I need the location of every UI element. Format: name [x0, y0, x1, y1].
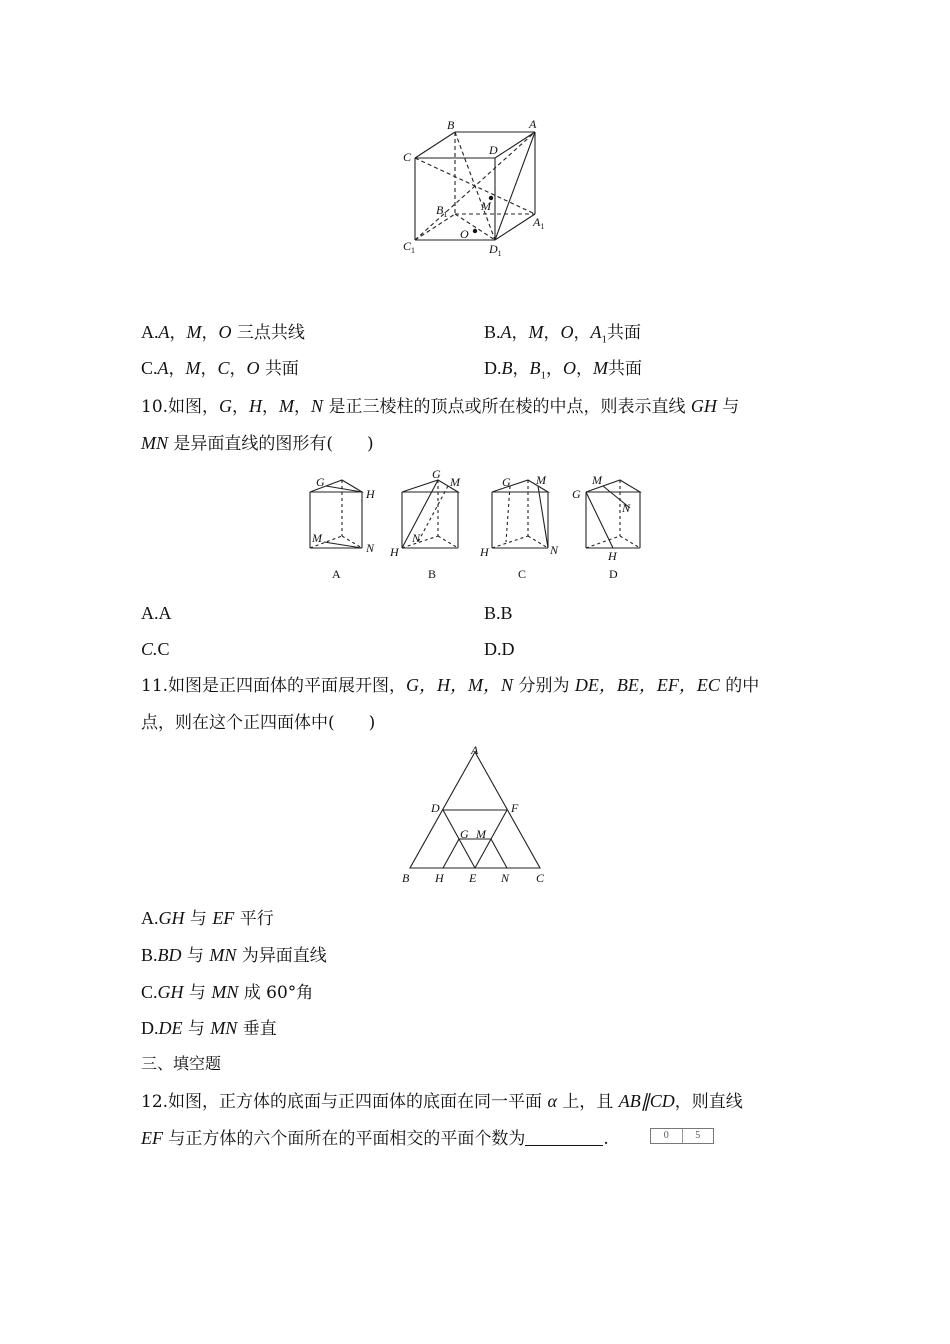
cube-label: B: [447, 118, 455, 132]
q9-option-b[interactable]: B.A，M，O，$A_1$共面: [484, 322, 642, 346]
q10-option-c[interactable]: C.C: [141, 639, 170, 659]
svg-text:N: N: [622, 501, 631, 515]
figure-caption-c: C: [518, 567, 527, 581]
q10-option-d[interactable]: D.D: [484, 639, 515, 659]
section-title-fill-in: 三、填空题: [141, 1054, 222, 1073]
figure-caption-b: B: [428, 567, 437, 581]
net-label: F: [511, 801, 519, 815]
q12-stem-line2: EF 与正方体的六个面所在的平面相交的平面个数为 .: [141, 1128, 609, 1149]
svg-text:M: M: [450, 475, 460, 489]
net-label: E: [469, 871, 477, 885]
svg-text:H: H: [390, 545, 399, 559]
svg-text:N: N: [366, 541, 375, 555]
svg-text:M: M: [312, 531, 322, 545]
score-box: [650, 1128, 714, 1144]
q10-option-b[interactable]: B.B: [484, 603, 513, 623]
score-cell: 0: [663, 1130, 669, 1141]
svg-text:H: H: [366, 487, 375, 501]
svg-text:G: G: [572, 487, 581, 501]
cube-label: C: [403, 150, 412, 164]
prism-c: [492, 480, 548, 548]
q11-stem-line2: 点，则在这个正四面体中( ): [141, 713, 376, 733]
cube-label: $D_1$: [489, 242, 502, 258]
svg-text:G: G: [316, 475, 325, 489]
cube-label: A: [529, 118, 537, 131]
tetrahedron-net-figure: [395, 742, 560, 887]
q10-stem-line1: 10.如图，G，H，M，N 是正三棱柱的顶点或所在棱的中点，则表示直线 GH 与: [141, 396, 740, 417]
net-label: M: [476, 827, 486, 841]
q11-option-a[interactable]: A.GH 与 EF 平行: [141, 908, 274, 929]
prism-figures: [300, 466, 655, 586]
svg-text:M: M: [592, 473, 602, 487]
svg-text:H: H: [608, 549, 617, 563]
svg-text:M: M: [536, 473, 546, 487]
cube-label: M: [481, 199, 491, 213]
q9-option-c[interactable]: C.A，M，C，O 共面: [141, 358, 299, 379]
net-label: N: [501, 871, 510, 885]
svg-text:G: G: [502, 475, 511, 489]
net-label: G: [460, 827, 469, 841]
net-label: D: [431, 801, 440, 815]
cube-label: $A_1$: [533, 215, 545, 231]
net-label: A: [471, 743, 479, 757]
svg-text:N: N: [412, 531, 421, 545]
score-cell: 5: [682, 1129, 714, 1143]
svg-text:G: G: [432, 467, 441, 481]
prism-b: [402, 480, 458, 548]
cube-label: D: [489, 143, 498, 157]
cube-label: $C_1$: [403, 239, 416, 255]
q9-option-d[interactable]: D.B，$B_1$，O，M共面: [484, 358, 642, 382]
q11-stem-line1: 11.如图是正四面体的平面展开图，G，H，M，N 分别为 DE，BE，EF，EC 的中: [141, 675, 760, 696]
figure-caption-d: D: [609, 567, 618, 581]
net-label: H: [435, 871, 444, 885]
q12-stem-line1: 12.如图，正方体的底面与正四面体的底面在同一平面 α 上，且 AB∥CD，则直线: [141, 1091, 743, 1112]
answer-blank[interactable]: [525, 1127, 603, 1146]
q10-stem-line2: MN 是异面直线的图形有( ): [141, 433, 374, 454]
prism-d: [586, 480, 640, 548]
cube-figure: [395, 118, 565, 263]
q11-option-c[interactable]: C.GH 与 MN 成 60°角: [141, 982, 314, 1003]
net-label: B: [402, 871, 410, 885]
cube-label: $B_1$: [436, 203, 448, 219]
net-label: C: [536, 871, 545, 885]
cube-label: O: [460, 227, 469, 241]
figure-caption-a: A: [332, 567, 341, 581]
q11-option-d[interactable]: D.DE 与 MN 垂直: [141, 1018, 277, 1039]
q11-option-b[interactable]: B.BD 与 MN 为异面直线: [141, 945, 327, 966]
svg-text:N: N: [550, 543, 559, 557]
q9-option-a[interactable]: A.A，M，O 三点共线: [141, 322, 305, 343]
q10-option-a[interactable]: A.A: [141, 603, 172, 623]
svg-text:H: H: [480, 545, 489, 559]
